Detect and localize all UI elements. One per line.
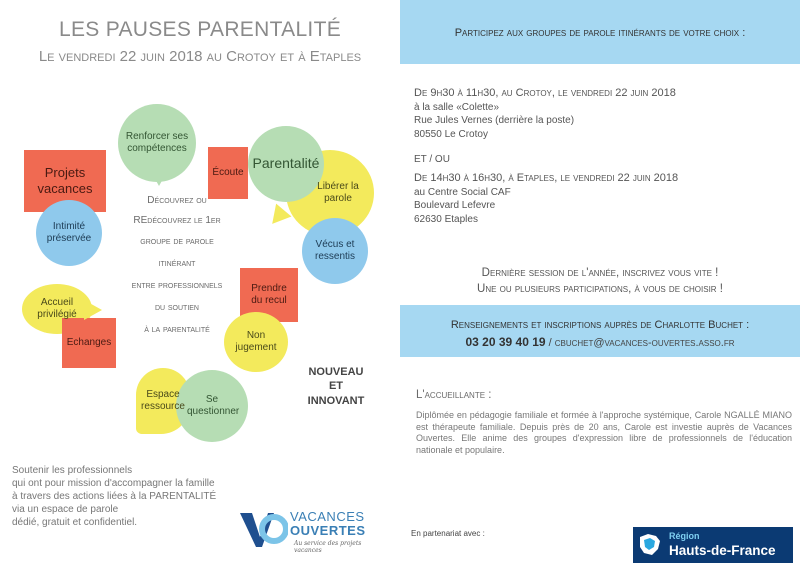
- session-street: Rue Jules Vernes (derrière la poste): [414, 115, 575, 127]
- promo-text: [400, 265, 800, 297]
- session-time: De 14h30 à 16h30, à Etaples, le vendredi 22 juin 2018: [414, 172, 679, 184]
- bubble-label: Se questionner: [187, 393, 240, 417]
- mission-line: dédié, gratuit et confidentiel.: [12, 517, 138, 528]
- vacances-ouvertes-logo-icon: [238, 509, 288, 549]
- nouveau-label: [300, 365, 372, 408]
- bubble-label: Intimité préservée: [46, 220, 92, 244]
- bubble-label: Parentalité: [252, 155, 320, 172]
- session-venue: à la salle «Colette»: [414, 101, 500, 113]
- accueillante-title: L'accueillante :: [416, 389, 492, 401]
- page-title: LES PAUSES PARENTALITÉ: [58, 18, 342, 41]
- nouveau-line: INNOVANT: [307, 394, 365, 407]
- bubble-label: Écoute: [212, 166, 244, 178]
- contact-phone[interactable]: 03 20 39 40 19: [465, 335, 546, 349]
- center-line: Découvrez ou: [147, 195, 207, 206]
- bubble-ecoute: [208, 147, 248, 199]
- banner-text: Participez aux groupes de parole itinérants de votre choix :: [454, 27, 746, 39]
- separator: ET / OU: [414, 154, 450, 165]
- bubble-vecus: [302, 218, 368, 284]
- contact-sep: /: [545, 337, 555, 349]
- bubble-label: Projets vacances: [37, 164, 93, 196]
- promo-line: Dernière session de l'année, inscrivez vous vite !: [481, 267, 719, 279]
- contact-label: Renseignements et inscriptions auprès de Charlotte Buchet :: [450, 319, 750, 331]
- bubble-tail: [265, 204, 292, 231]
- vacances-ouvertes-logo: [238, 507, 388, 555]
- bubble-label: Echanges: [66, 336, 112, 348]
- promo-line: Une ou plusieurs participations, à vous de choisir !: [477, 283, 723, 296]
- session-venue: au Centre Social CAF: [414, 186, 511, 198]
- nouveau-line: NOUVEAU: [308, 366, 364, 378]
- center-line: groupe de parole: [140, 236, 214, 247]
- session-city: 62630 Etaples: [414, 213, 478, 225]
- logo-word2: OUVERTES: [290, 523, 366, 538]
- bubble-non-jugement: [224, 312, 288, 372]
- logo-tagline: Au service des projets vacances: [294, 540, 362, 554]
- bubble-tail: [150, 170, 168, 186]
- session-city: 80550 Le Crotoy: [414, 128, 488, 140]
- center-line: du soutien: [154, 302, 199, 313]
- partner-label: En partenariat avec :: [411, 529, 485, 538]
- session-time: De 9h30 à 11h30, au Crotoy, le vendredi 22 juin 2018: [414, 87, 676, 99]
- mission-line: à travers des actions liées à la PARENTALITÉ: [12, 491, 217, 502]
- center-line: itinérant: [158, 258, 196, 269]
- contact-email[interactable]: cbuchet@vacances-ouvertes.asso.fr: [554, 337, 735, 349]
- bubble-tail: [84, 300, 102, 320]
- accueillante-body: Diplômée en pédagogie familiale et formée à l'approche systémique, Carole NGALLÉ MIANO est thérapeute familiale. Depuis près de 20 ans, Carole est investie auprès de Vacances Ouvertes. Elle anime des groupes d'expression libre de professionnels de l'éducation nationale et populaire.: [416, 410, 792, 456]
- region-line2: Hauts-de-France: [669, 543, 776, 558]
- bubble-label: Non jugement: [235, 329, 277, 353]
- bubble-intimite: [36, 200, 102, 266]
- mission-line: Soutenir les professionnels: [12, 465, 133, 476]
- bubble-label: Renforcer ses compétences: [125, 130, 189, 154]
- bubble-label: Libérer la parole: [317, 180, 359, 204]
- logo-word1: VACANCES: [290, 509, 365, 524]
- hauts-de-france-map-icon: [636, 531, 664, 559]
- bubble-echanges: [62, 318, 116, 368]
- participation-banner: [400, 0, 800, 64]
- center-line: à la parentalité: [144, 324, 210, 335]
- contact-banner: [400, 305, 800, 357]
- nouveau-line: ET: [328, 380, 344, 393]
- region-logo: [633, 527, 793, 563]
- mission-line: via un espace de parole: [12, 504, 119, 515]
- bubble-questionner: [176, 370, 248, 442]
- session-street: Boulevard Lefevre: [414, 200, 496, 212]
- contact-details: [400, 335, 800, 349]
- session-crotoy: [414, 86, 676, 141]
- center-line: REdécouvrez le 1er: [133, 215, 221, 226]
- session-etaples: [414, 171, 678, 226]
- bubble-label: Prendre du recul: [251, 282, 287, 306]
- region-line1: Région: [669, 531, 700, 541]
- bubble-label: Vécus et ressentis: [314, 238, 355, 262]
- bubble-label: Accueil privilégié: [37, 296, 77, 320]
- center-line: entre professionnels: [131, 280, 223, 291]
- bubble-label: Espace ressource: [141, 388, 185, 412]
- mission-text: [12, 464, 252, 529]
- mission-line: qui ont pour mission d'accompagner la famille: [12, 478, 215, 489]
- page-subtitle: Le vendredi 22 juin 2018 au Crotoy et à Etaples: [38, 48, 362, 65]
